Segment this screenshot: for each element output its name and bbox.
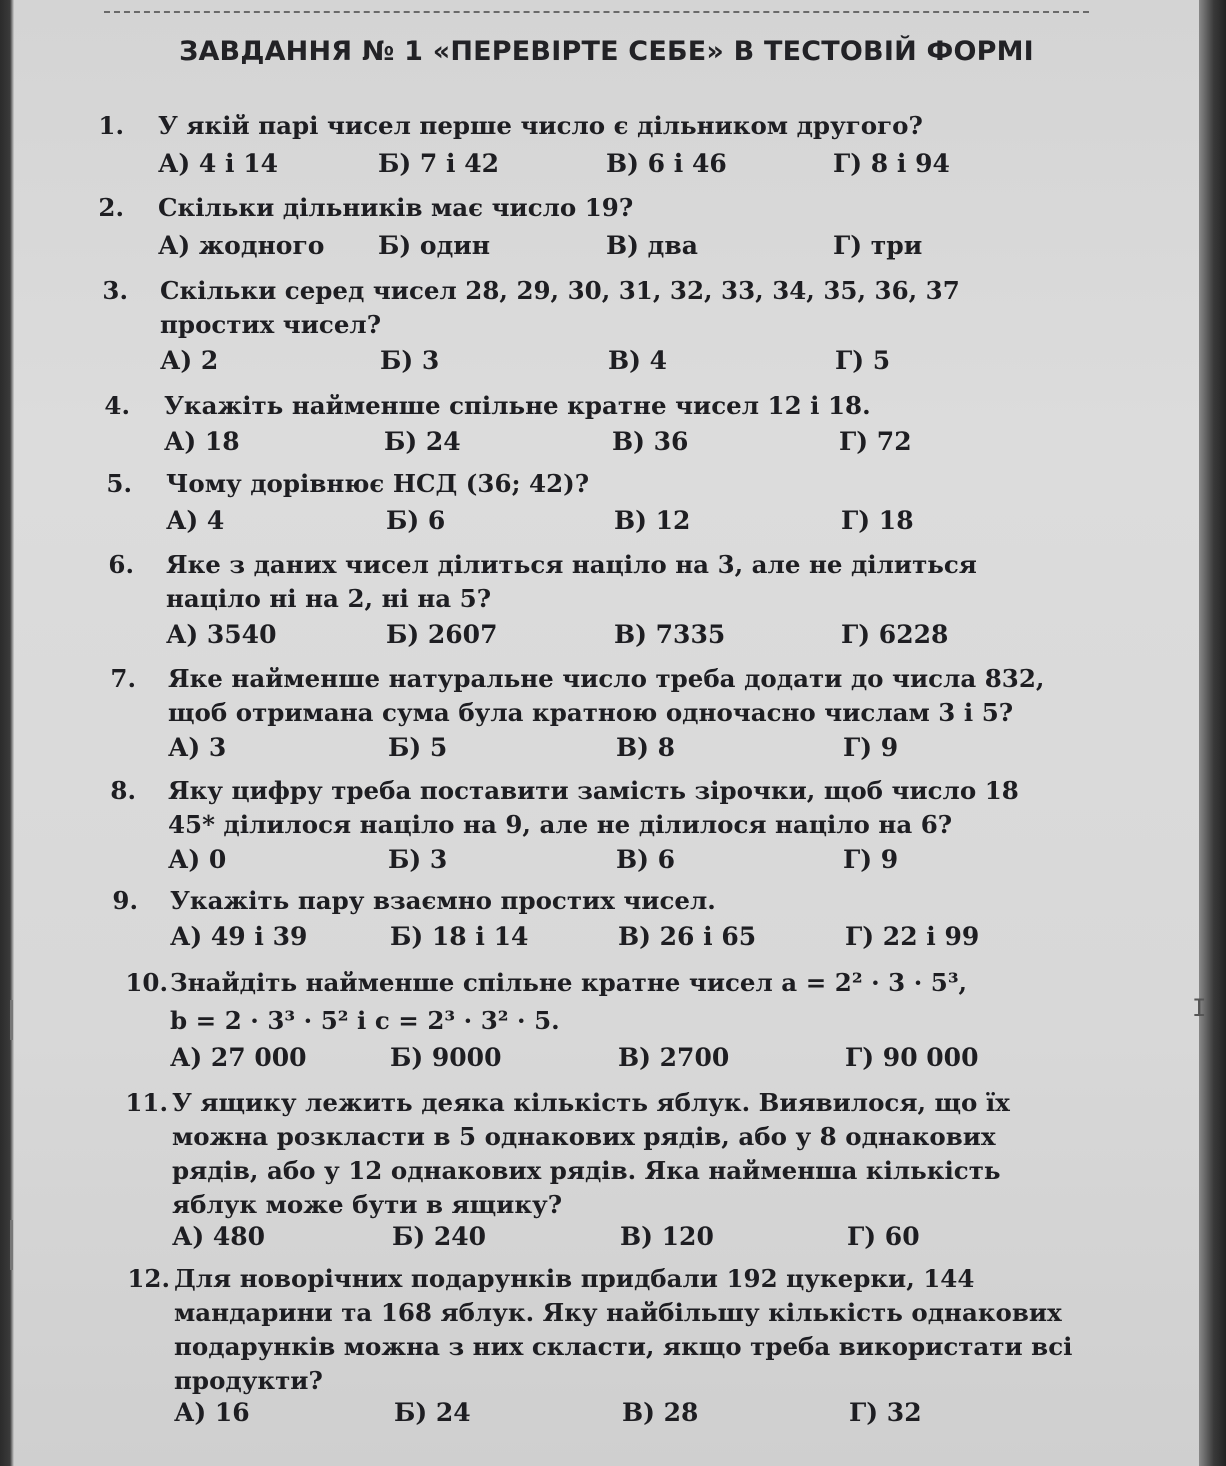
question-number: 8. xyxy=(110,776,136,805)
page-title: ЗАВДАННЯ № 1 «ПЕРЕВІРТЕ СЕБЕ» В ТЕСТОВІЙ ФОРМІ xyxy=(179,36,1034,67)
option-c[interactable]: В) 36 xyxy=(612,427,689,456)
option-b[interactable]: Б) 18 і 14 xyxy=(390,922,529,951)
option-c[interactable]: В) 8 xyxy=(616,733,676,762)
option-a[interactable]: А) 2 xyxy=(160,346,219,375)
option-c[interactable]: В) 12 xyxy=(614,506,691,535)
option-d[interactable]: Г) 32 xyxy=(849,1398,922,1427)
question-text-line-2: b = 2 · 3³ · 5² і c = 2³ · 3² · 5. xyxy=(170,1006,560,1035)
option-c[interactable]: В) 120 xyxy=(620,1222,714,1251)
question-number: 9. xyxy=(112,886,138,915)
answer-options xyxy=(174,1396,1074,1430)
option-d[interactable]: Г) 22 і 99 xyxy=(845,922,980,951)
question-text: Укажіть пару взаємно простих чисел. xyxy=(170,886,716,915)
answer-options xyxy=(168,731,1068,765)
question-number: 12. xyxy=(127,1264,170,1293)
option-c[interactable]: В) 2700 xyxy=(618,1043,730,1072)
question-number: 3. xyxy=(102,276,128,305)
answer-options xyxy=(168,843,1068,877)
answer-options xyxy=(160,344,1060,378)
option-b[interactable]: Б) 9000 xyxy=(390,1043,502,1072)
question-number: 5. xyxy=(106,469,132,498)
option-b[interactable]: Б) 2607 xyxy=(386,620,498,649)
answer-options xyxy=(158,229,1058,263)
text-cursor-icon: I xyxy=(1192,994,1207,1022)
option-c[interactable]: В) 4 xyxy=(608,346,668,375)
option-d[interactable]: Г) три xyxy=(833,231,923,260)
answer-options xyxy=(158,147,1058,181)
question-text: Чому дорівнює НСД (36; 42)? xyxy=(166,469,590,498)
answer-options xyxy=(172,1220,1072,1254)
option-a[interactable]: А) 3 xyxy=(168,733,227,762)
question-text: У ящику лежить деяка кількість яблук. Виявилося, що їх можна розкласти в 5 однакових рядів, або у 8 однакових рядів, або у 12 однакових рядів. Яка найменша кількість яблук може бути в ящику? xyxy=(172,1088,1010,1219)
option-b[interactable]: Б) 6 xyxy=(386,506,446,535)
option-d[interactable]: Г) 8 і 94 xyxy=(833,149,950,178)
option-a[interactable]: А) 3540 xyxy=(166,620,277,649)
option-b[interactable]: Б) один xyxy=(378,231,491,260)
option-c[interactable]: В) 6 і 46 xyxy=(606,149,727,178)
option-a[interactable]: А) 49 і 39 xyxy=(170,922,308,951)
worksheet-page xyxy=(14,0,1207,1466)
option-d[interactable]: Г) 9 xyxy=(843,845,899,874)
option-a[interactable]: А) жодного xyxy=(158,231,325,260)
question-text: Укажіть найменше спільне кратне чисел 12 і 18. xyxy=(164,391,871,420)
option-d[interactable]: Г) 18 xyxy=(841,506,914,535)
answer-options xyxy=(166,504,1066,538)
option-d[interactable]: Г) 72 xyxy=(839,427,912,456)
option-a[interactable]: А) 480 xyxy=(172,1222,266,1251)
answer-options xyxy=(166,618,1066,652)
question-text: Скільки дільників має число 19? xyxy=(158,193,634,222)
option-a[interactable]: А) 27 000 xyxy=(170,1043,307,1072)
question-text: Для новорічних подарунків придбали 192 цукерки, 144 мандарини та 168 яблук. Яку найбільшу кількість однакових подарунків можна з них скласти, якщо треба використати всі продукти? xyxy=(174,1264,1073,1395)
option-a[interactable]: А) 0 xyxy=(168,845,227,874)
option-d[interactable]: Г) 60 xyxy=(847,1222,920,1251)
question-number: 6. xyxy=(108,550,134,579)
answer-options xyxy=(170,1041,1070,1075)
question-number: 11. xyxy=(125,1088,168,1117)
option-c[interactable]: В) 6 xyxy=(616,845,676,874)
option-d[interactable]: Г) 5 xyxy=(835,346,891,375)
question-number: 4. xyxy=(104,391,130,420)
option-a[interactable]: А) 4 і 14 xyxy=(158,149,278,178)
option-b[interactable]: Б) 24 xyxy=(384,427,461,456)
question-text: Яке найменше натуральне число треба додати до числа 832, щоб отримана сума була кратною одночасно числам 3 і 5? xyxy=(168,664,1045,727)
option-c[interactable]: В) 7335 xyxy=(614,620,726,649)
question-text-line-1: Знайдіть найменше спільне кратне чисел a = 2² · 3 · 5³, xyxy=(170,968,968,997)
option-d[interactable]: Г) 6228 xyxy=(841,620,949,649)
top-divider xyxy=(104,11,1089,13)
question-text: У якій парі чисел перше число є дільником другого? xyxy=(158,111,923,140)
option-b[interactable]: Б) 7 і 42 xyxy=(378,149,499,178)
option-b[interactable]: Б) 240 xyxy=(392,1222,487,1251)
option-b[interactable]: Б) 5 xyxy=(388,733,448,762)
option-c[interactable]: В) 26 і 65 xyxy=(618,922,757,951)
question-text: Яке з даних чисел ділиться націло на 3, але не ділиться націло ні на 2, ні на 5? xyxy=(166,550,977,613)
option-b[interactable]: Б) 3 xyxy=(388,845,448,874)
question-number: 7. xyxy=(110,664,136,693)
option-a[interactable]: А) 4 xyxy=(166,506,225,535)
option-d[interactable]: Г) 90 000 xyxy=(845,1043,979,1072)
question-text: Яку цифру треба поставити замість зірочки, щоб число 18 45* ділилося націло на 9, але не ділилося націло на 6? xyxy=(168,776,1019,839)
question-text: Скільки серед чисел 28, 29, 30, 31, 32, 33, 34, 35, 36, 37 простих чисел? xyxy=(160,276,960,339)
option-a[interactable]: А) 18 xyxy=(164,427,240,456)
option-c[interactable]: В) 28 xyxy=(622,1398,699,1427)
question-number: 1. xyxy=(98,111,124,140)
option-c[interactable]: В) два xyxy=(606,231,698,260)
option-b[interactable]: Б) 24 xyxy=(394,1398,471,1427)
answer-options xyxy=(170,920,1070,954)
option-d[interactable]: Г) 9 xyxy=(843,733,899,762)
edge-mark xyxy=(10,1000,13,1040)
answer-options xyxy=(164,425,1064,459)
edge-mark xyxy=(10,1220,13,1270)
question-number: 10. xyxy=(125,968,168,997)
option-b[interactable]: Б) 3 xyxy=(380,346,440,375)
question-number: 2. xyxy=(98,193,124,222)
option-a[interactable]: А) 16 xyxy=(174,1398,250,1427)
